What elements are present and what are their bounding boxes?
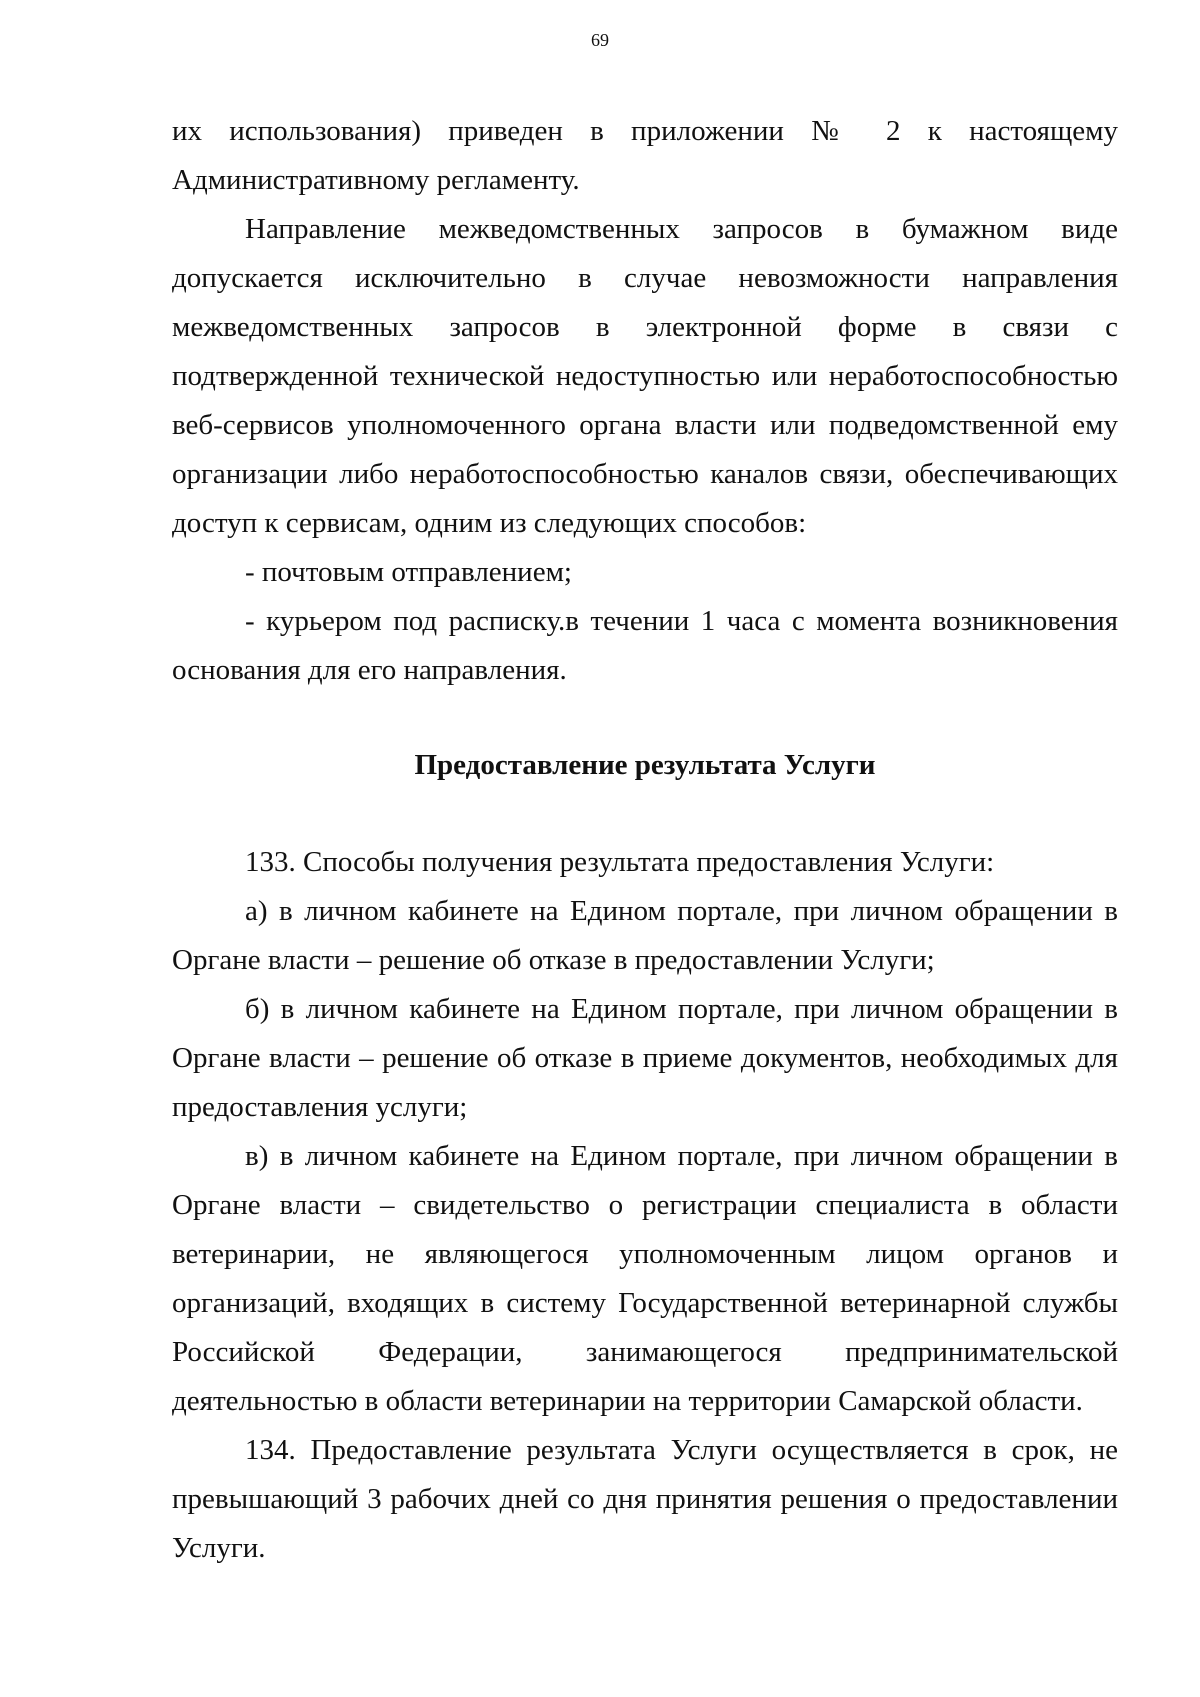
- paragraph-continuation: их использования) приведен в приложении № 2 к настоящему Административному регламенту.: [172, 115, 1118, 196]
- list-item-courier: - курьером под расписку.в течении 1 часа с момента возникновения основания для его направления.: [172, 605, 1118, 686]
- page-number: 69: [591, 30, 609, 50]
- paragraph-134: 134. Предоставление результата Услуги осуществляется в срок, не превышающий 3 рабочих дней со дня принятия решения о предоставлении Услуги.: [172, 1434, 1118, 1564]
- paragraph-interagency-requests: Направление межведомственных запросов в бумажном виде допускается исключительно в случае невозможности направления межведомственных запросов в электронной форме в связи с подтвержденной технической недоступностью или неработоспособностью веб-сервисов уполномоченного органа власти или подведомственной ему организации либо неработоспособностью каналов связи, обеспечивающих доступ к сервисам, одним из следующих способов:: [172, 213, 1118, 539]
- list-item-postal: - почтовым отправлением;: [245, 556, 572, 588]
- list-item-a: а) в личном кабинете на Едином портале, при личном обращении в Органе власти – решение об отказе в предоставлении Услуги;: [172, 895, 1118, 976]
- list-item-b: б) в личном кабинете на Едином портале, при личном обращении в Органе власти – решение об отказе в приеме документов, необходимых для предоставления услуги;: [172, 993, 1118, 1123]
- paragraph-133: 133. Способы получения результата предоставления Услуги:: [245, 846, 995, 878]
- text-block-bottom: [172, 838, 1118, 1573]
- text-block-top: [172, 107, 1118, 695]
- section-heading: Предоставление результата Услуги: [414, 749, 876, 781]
- list-item-v: в) в личном кабинете на Едином портале, при личном обращении в Органе власти – свидетельство о регистрации специалиста в области ветеринарии, не являющегося уполномоченным лицом органов и организаций, входящих в систему Государственной ветеринарной службы Российской Федерации, занимающегося предпринимательской деятельностью в области ветеринарии на территории Самарской области.: [172, 1140, 1118, 1417]
